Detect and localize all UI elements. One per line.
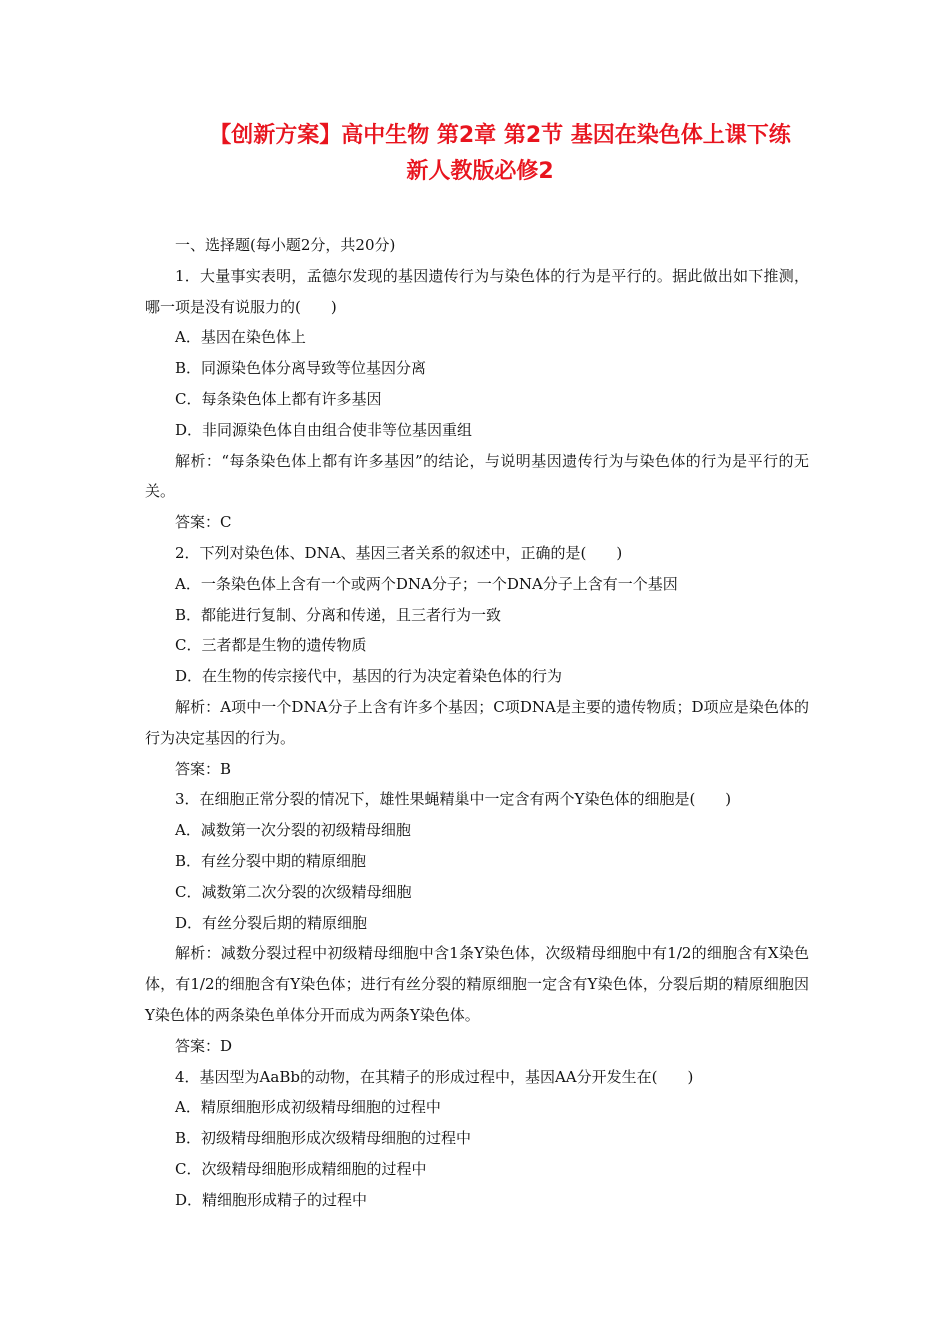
option: D．有丝分裂后期的精原细胞: [175, 913, 368, 932]
option: B．初级精母细胞形成次级精母细胞的过程中: [175, 1129, 472, 1148]
answer: 答案：D: [175, 1036, 233, 1055]
option: D．在生物的传宗接代中，基因的行为决定着染色体的行为: [175, 667, 563, 686]
document-title: [120, 118, 840, 190]
question-stem: 3．在细胞正常分裂的情况下，雄性果蝇精巢中一定含有两个Y染色体的细胞是( ): [175, 790, 732, 809]
option: D．非同源染色体自由组合使非等位基因重组: [175, 420, 473, 439]
option: B．都能进行复制、分离和传递，且三者行为一致: [175, 605, 502, 624]
question-stem: 4．基因型为AaBb的动物，在其精子的形成过程中，基因AA分开发生在( ): [175, 1067, 694, 1086]
option: A．一条染色体上含有一个或两个DNA分子；一个DNA分子上含有一个基因: [175, 574, 678, 593]
option: A．减数第一次分裂的初级精母细胞: [175, 821, 411, 840]
option: A．精原细胞形成初级精母细胞的过程中: [175, 1098, 441, 1117]
title-line-2: 新人教版必修2: [406, 159, 554, 184]
option: B．同源染色体分离导致等位基因分离: [175, 359, 427, 378]
answer: 答案：B: [175, 759, 232, 778]
title-line-1: 【创新方案】高中生物 第2章 第2节 基因在染色体上课下练: [209, 123, 791, 148]
analysis: 解析：减数分裂过程中初级精母细胞中含1条Y染色体，次级精母细胞中有1/2的细胞含有X染色体，有1/2的细胞含有Y染色体；进行有丝分裂的精原细胞一定含有Y染色体，分裂后期的精原细胞因Y染色体的两条染色单体分开而成为两条Y染色体。: [145, 944, 809, 1024]
option: C．三者都是生物的遗传物质: [175, 636, 367, 655]
question-stem: 2．下列对染色体、DNA、基因三者关系的叙述中，正确的是( ): [175, 543, 623, 562]
option: C．每条染色体上都有许多基因: [175, 389, 382, 408]
option: C．减数第二次分裂的次级精母细胞: [175, 882, 412, 901]
document-body: [145, 230, 809, 1216]
option: D．精细胞形成精子的过程中: [175, 1190, 368, 1209]
option: B．有丝分裂中期的精原细胞: [175, 851, 367, 870]
option: C．次级精母细胞形成精细胞的过程中: [175, 1159, 427, 1178]
analysis: 解析：A项中一个DNA分子上含有许多个基因；C项DNA是主要的遗传物质；D项应是染色体的行为决定基因的行为。: [145, 697, 809, 747]
analysis: 解析：“每条染色体上都有许多基因”的结论，与说明基因遗传行为与染色体的行为是平行的无关。: [145, 451, 809, 501]
option: A．基因在染色体上: [175, 328, 306, 347]
section-heading: 一、选择题(每小题2分，共20分): [175, 236, 396, 254]
question-stem: 1．大量事实表明，孟德尔发现的基因遗传行为与染色体的行为是平行的。据此做出如下推测，哪一项是没有说服力的( ): [145, 266, 809, 316]
answer: 答案：C: [175, 513, 232, 532]
